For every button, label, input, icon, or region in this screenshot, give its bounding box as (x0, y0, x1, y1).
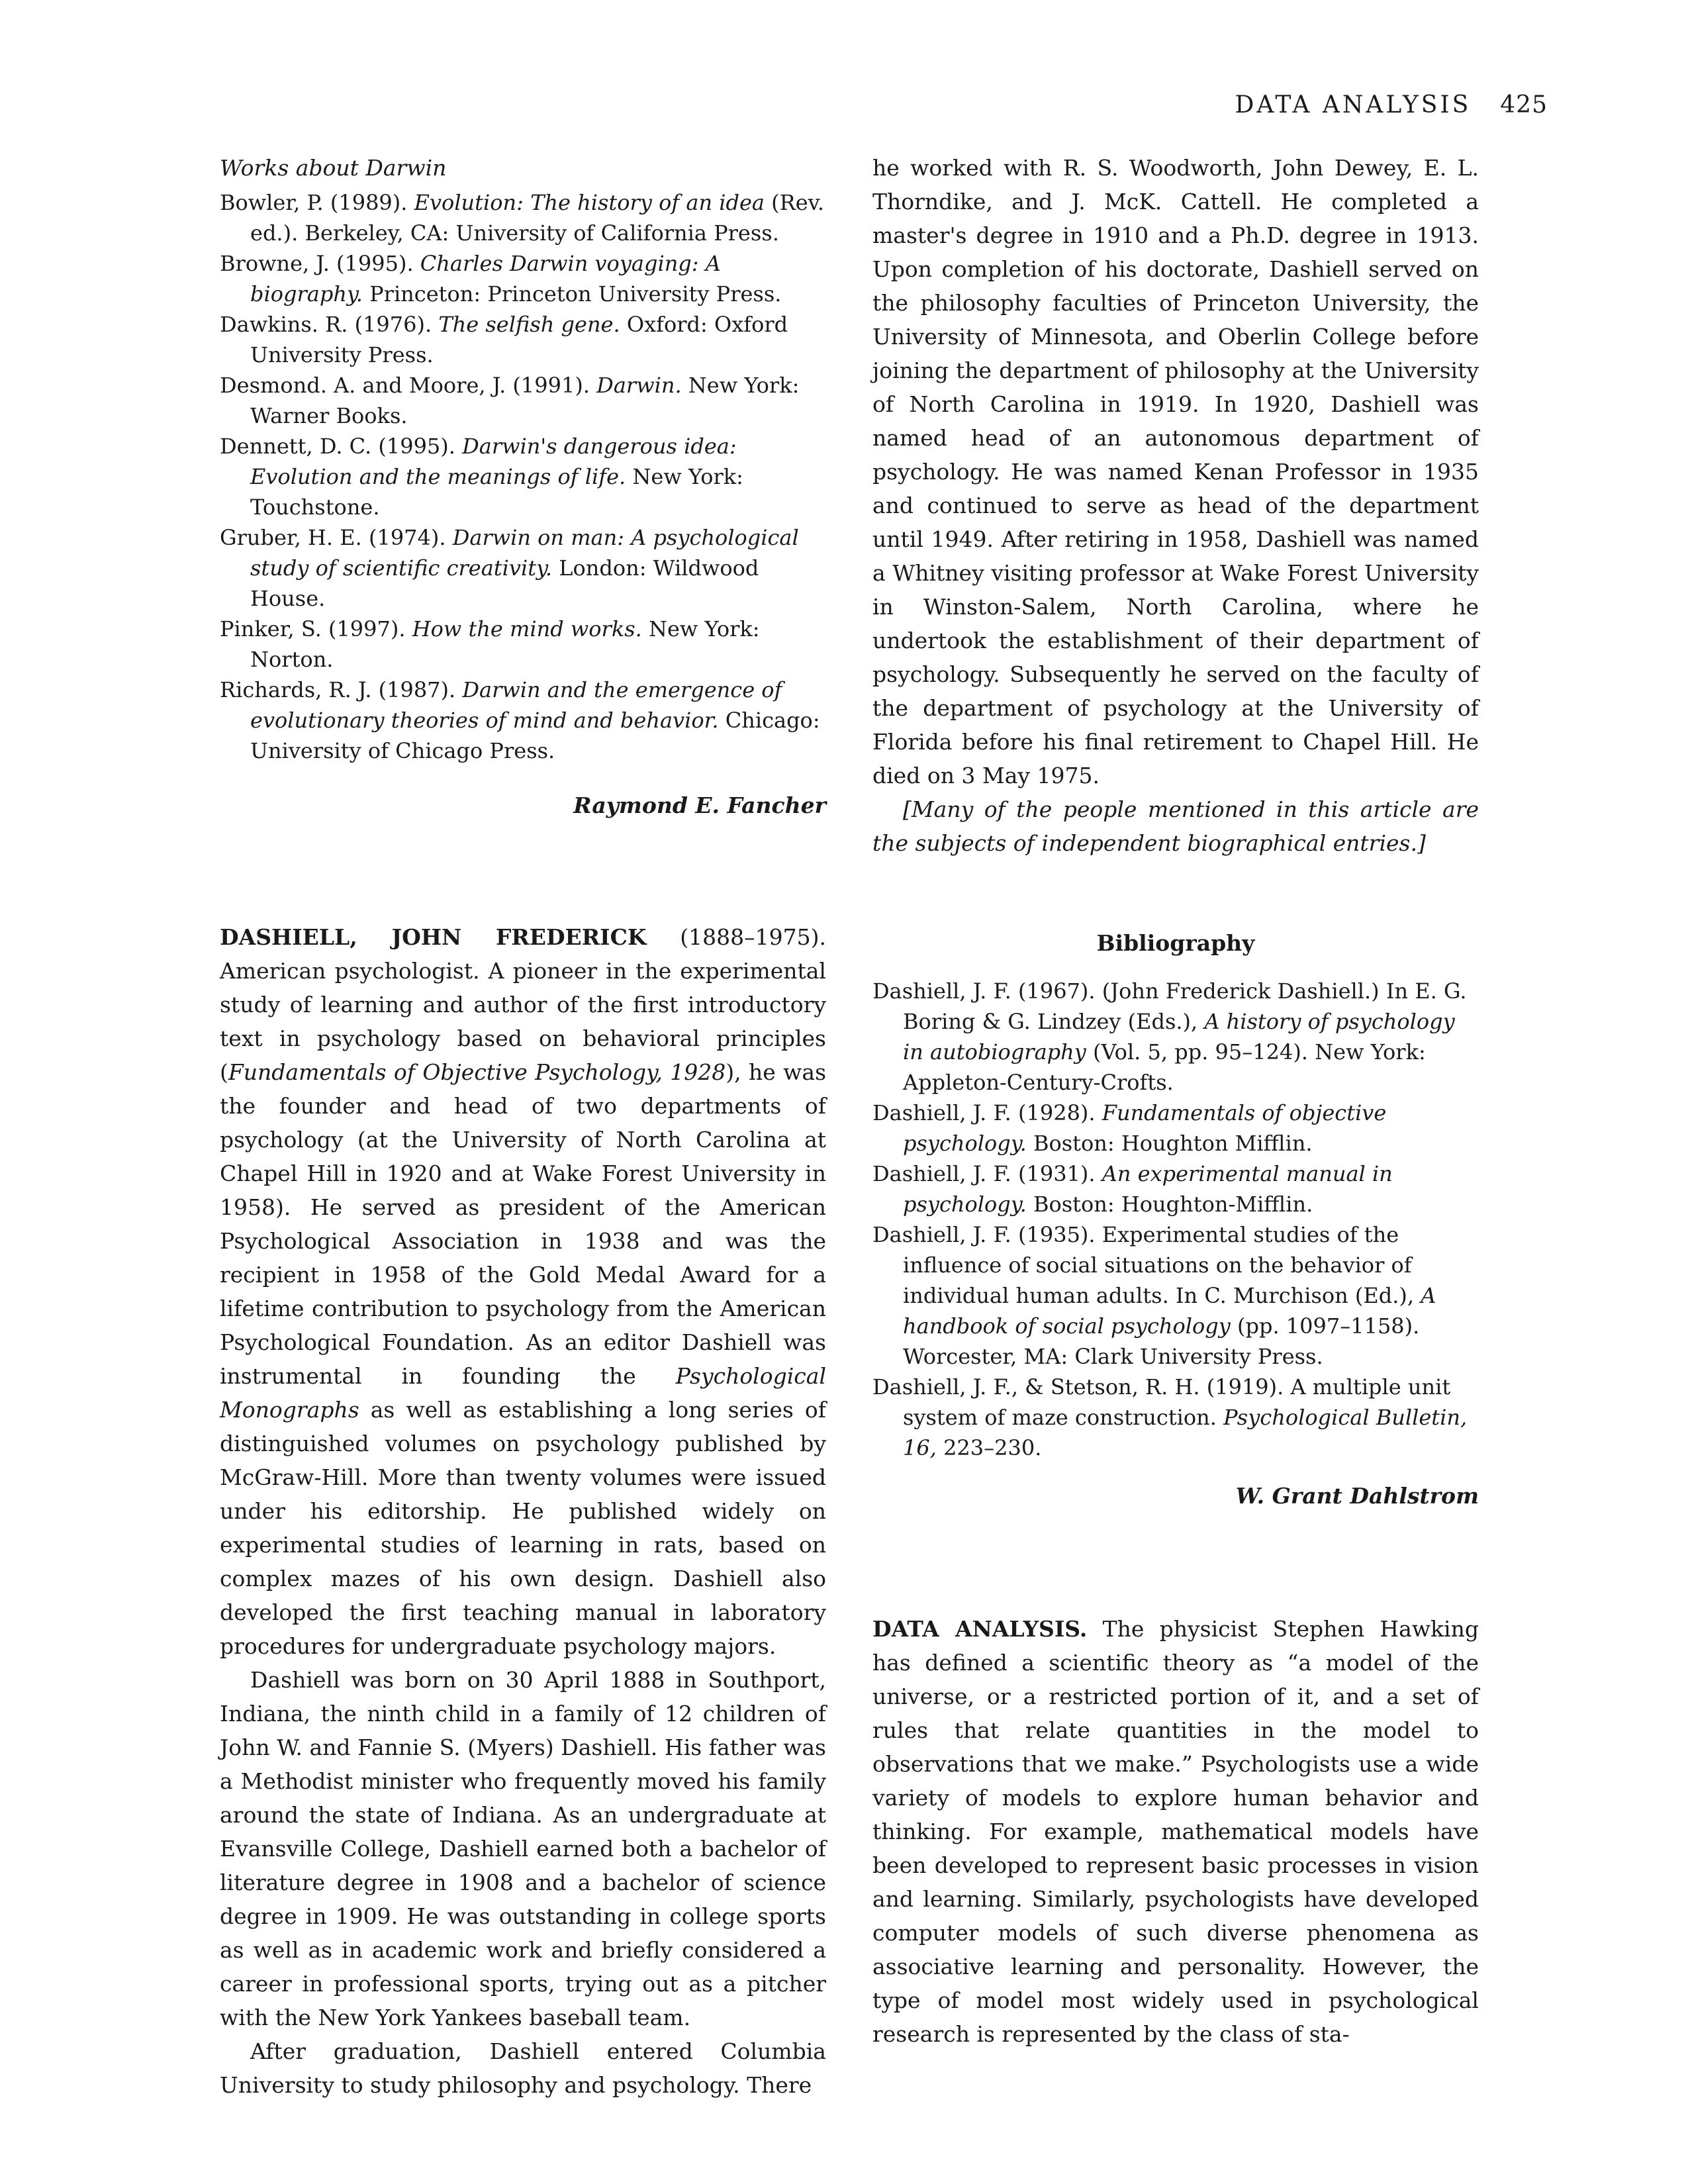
dashiell-paragraph-2: Dashiell was born on 30 April 1888 in Southport, Indiana, the ninth child in a family of 12 children of John W. and Fannie S. (Myers) Dashiell. His father was a Methodist minister who frequently moved his family around the state of Indiana. As an undergraduate at Evansville College, Dashiell earned both a bachelor of literature degree in 1908 and a bachelor of science degree in 1909. He was outstanding in college sports as well as in academic work and briefly considered a career in professional sports, trying out as a pitcher with the New York Yankees baseball team. (220, 1667, 826, 2030)
bibliography-item: Dashiell, J. F. (1931). An experimental manual in psychology. Boston: Houghton-Mifflin. (872, 1161, 1393, 1217)
bibliography-item: Dashiell, J. F. (1935). Experimental studies of the influence of social situations on the behavior of individual human adults. In C. Murchison (Ed.), A handbook of social psychology (pp. 1097–1158). Worcester, MA: Clark University Press. (872, 1222, 1436, 1369)
left-column (220, 151, 826, 2102)
entry-headword: DASHIELL, JOHN FREDERICK (220, 924, 647, 950)
works-about-title: Works about Darwin (220, 155, 447, 181)
page-number: 425 (1500, 91, 1548, 119)
right-column (872, 151, 1479, 2051)
reference-item: Browne, J. (1995). Charles Darwin voyaging: A biography. Princeton: Princeton University Press. (220, 251, 782, 307)
running-header (1235, 91, 1548, 119)
article-author: Raymond E. Fancher (573, 792, 826, 818)
section-title: DATA ANALYSIS (1235, 91, 1472, 119)
data-analysis-paragraph: DATA ANALYSIS. The physicist Stephen Hawking has defined a scientific theory as “a model of the universe, or a restricted portion of it, and a set of rules that relate quantities in the model to observations that we make.” Psychologists use a wide variety of models to explore human behavior and thinking. For example, mathematical models have been developed to represent basic processes in vision and learning. Similarly, psychologists have developed computer models of such diverse phenomena as associative learning and personality. However, the type of model most widely used in psychological research is represented by the class of sta- (872, 1616, 1479, 2047)
article-author: W. Grant Dahlstrom (1235, 1483, 1479, 1509)
entry-headword: DATA ANALYSIS. (872, 1616, 1088, 1642)
dashiell-paragraph-3: After graduation, Dashiell entered Columbia University to study philosophy and psychology. There (220, 2038, 826, 2098)
bibliography-item: Dashiell, J. F. (1928). Fundamentals of objective psychology. Boston: Houghton Mifflin. (872, 1100, 1387, 1156)
reference-item: Gruber, H. E. (1974). Darwin on man: A psychological study of scientific creativity. London: Wildwood House. (220, 525, 799, 611)
works-about-list (220, 187, 826, 766)
cross-reference-note: [Many of the people mentioned in this article are the subjects of independent biographical entries.] (872, 796, 1479, 856)
reference-item: Dawkins. R. (1976). The selfish gene. Oxford: Oxford University Press. (220, 312, 788, 367)
reference-item: Desmond. A. and Moore, J. (1991). Darwin. New York: Warner Books. (220, 373, 800, 428)
reference-item: Pinker, S. (1997). How the mind works. New York: Norton. (220, 616, 760, 672)
reference-item: Richards, R. J. (1987). Darwin and the emergence of evolutionary theories of mind and behavior. Chicago: University of Chicago Press. (220, 677, 820, 763)
bibliography-item: Dashiell, J. F. (1967). (John Frederick Dashiell.) In E. G. Boring & G. Lindzey (Eds.), A history of psychology in autobiography (Vol. 5, pp. 95–124). New York: Appleton-Century-Crofts. (872, 978, 1467, 1095)
dashiell-paragraph-4: he worked with R. S. Woodworth, John Dewey, E. L. Thorndike, and J. McK. Cattell. He completed a master's degree in 1910 and a Ph.D. degree in 1913. Upon completion of his doctorate, Dashiell served on the philosophy faculties of Princeton University, the University of Minnesota, and Oberlin College before joining the department of philosophy at the University of North Carolina in 1919. In 1920, Dashiell was named head of an autonomous department of psychology. He was named Kenan Professor in 1935 and continued to serve as head of the department until 1949. After retiring in 1958, Dashiell was named a Whitney visiting professor at Wake Forest University in Winston-Salem, North Carolina, where he undertook the establishment of their department of psychology. Subsequently he served on the faculty of the department of psychology at the University of Florida before his final retirement to Chapel Hill. He died on 3 May 1975. (872, 155, 1479, 788)
dashiell-paragraph-1: DASHIELL, JOHN FREDERICK (1888–1975). American psychologist. A pioneer in the experimental study of learning and author of the first introductory text in psychology based on behavioral principles (Fundamentals of Objective Psychology, 1928), he was the founder and head of two departments of psychology (at the University of North Carolina at Chapel Hill in 1920 and at Wake Forest University in 1958). He served as president of the American Psychological Association in 1938 and was the recipient in 1958 of the Gold Medal Award for a lifetime contribution to psychology from the American Psychological Foundation. As an editor Dashiell was instrumental in founding the Psychological Monographs as well as establishing a long series of distinguished volumes on psychology published by McGraw-Hill. More than twenty volumes were issued under his editorship. He published widely on experimental studies of learning in rats, based on complex mazes of his own design. Dashiell also developed the first teaching manual in laboratory procedures for undergraduate psychology majors. (220, 924, 826, 1659)
reference-item: Bowler, P. (1989). Evolution: The history of an idea (Rev. ed.). Berkeley, CA: University of California Press. (220, 190, 825, 246)
reference-item: Dennett, D. C. (1995). Darwin's dangerous idea: Evolution and the meanings of life. New York: Touchstone. (220, 434, 743, 520)
bibliography-list (872, 976, 1479, 1463)
bibliography-heading: Bibliography (1096, 930, 1255, 956)
bibliography-item: Dashiell, J. F., & Stetson, R. H. (1919). A multiple unit system of maze construction. Psychological Bulletin, 16, 223–230. (872, 1374, 1468, 1460)
